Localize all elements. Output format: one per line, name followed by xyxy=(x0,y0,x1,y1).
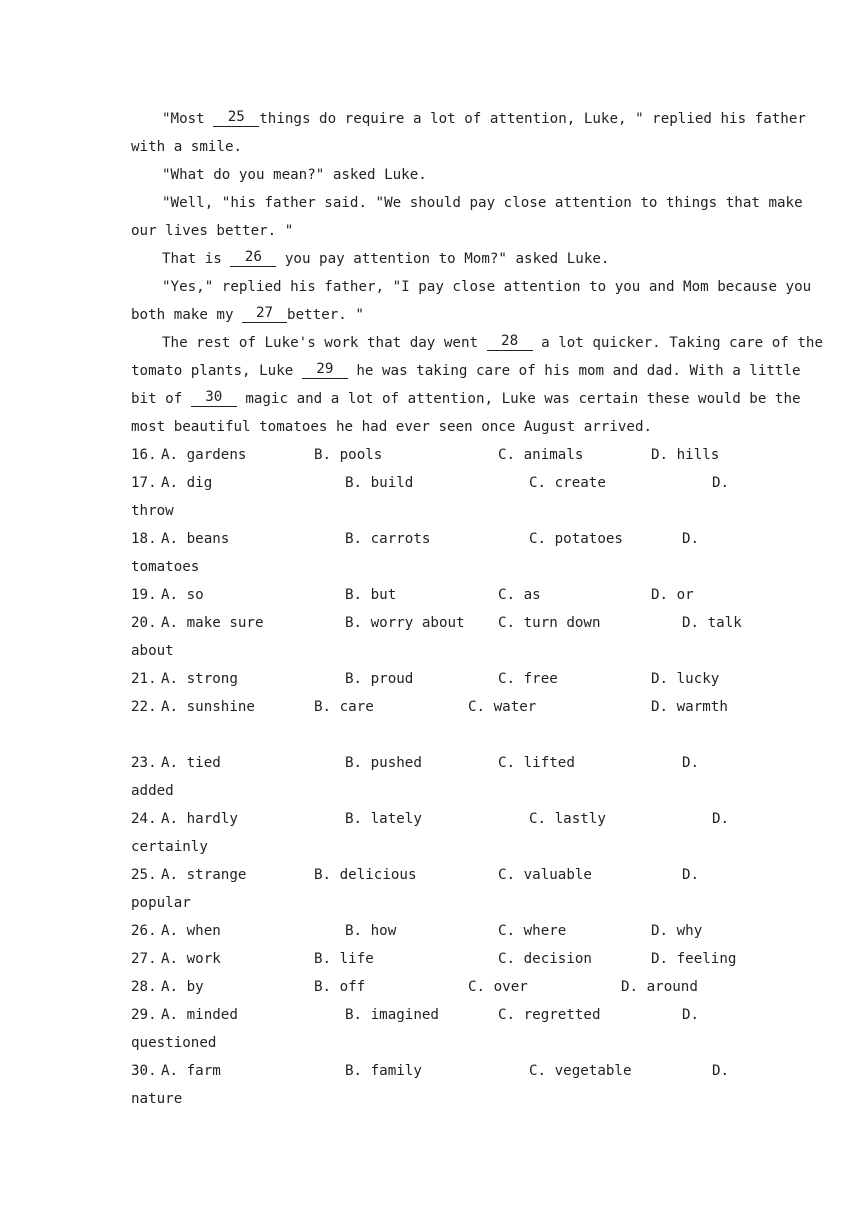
question-row xyxy=(131,1001,733,1029)
passage-text: magic and a lot of attention, Luke was certain these would be the xyxy=(245,391,801,407)
question-row xyxy=(131,665,733,693)
option-b: B. off xyxy=(314,979,366,995)
blank-26: 26 xyxy=(230,249,276,267)
option-b: B. lately xyxy=(345,811,422,827)
option-a: A. farm xyxy=(161,1063,221,1079)
option-d: D. xyxy=(682,1007,700,1023)
option-c: C. where xyxy=(498,923,567,939)
passage-line xyxy=(131,189,803,217)
option-c: C. over xyxy=(468,979,528,995)
question-number: 21. xyxy=(131,671,157,687)
question-row xyxy=(131,525,733,553)
option-d: D. xyxy=(682,867,700,883)
passage-text: you pay attention to Mom?" asked Luke. xyxy=(284,251,610,267)
blank-27: 27 xyxy=(242,305,287,323)
option-d: D. around xyxy=(621,979,698,995)
question-number: 25. xyxy=(131,867,157,883)
option-d-wrap: popular xyxy=(131,895,191,911)
blank-line xyxy=(131,721,733,749)
question-number: 27. xyxy=(131,951,157,967)
option-c: C. potatoes xyxy=(529,531,623,547)
question-number: 20. xyxy=(131,615,157,631)
option-b: B. worry about xyxy=(345,615,465,631)
passage-text: "Yes," replied his father, "I pay close attention to you and Mom because you xyxy=(162,279,812,295)
option-b: B. how xyxy=(345,923,397,939)
question-number: 16. xyxy=(131,447,157,463)
passage-line xyxy=(131,329,824,357)
option-d-wrap: throw xyxy=(131,503,174,519)
option-d: D. xyxy=(712,1063,730,1079)
question-number: 17. xyxy=(131,475,157,491)
option-c: C. free xyxy=(498,671,558,687)
option-b: B. delicious xyxy=(314,867,417,883)
question-number: 23. xyxy=(131,755,157,771)
passage-text: he was taking care of his mom and dad. With a little xyxy=(356,363,801,379)
document-page xyxy=(131,105,824,1113)
option-c: C. lifted xyxy=(498,755,575,771)
option-a: A. make sure xyxy=(161,615,264,631)
passage-text: better. " xyxy=(287,307,364,323)
option-a: A. gardens xyxy=(161,447,247,463)
question-number: 19. xyxy=(131,587,157,603)
option-b: B. imagined xyxy=(345,1007,439,1023)
question-row xyxy=(131,1057,733,1085)
option-c: C. water xyxy=(468,699,537,715)
question-number: 26. xyxy=(131,923,157,939)
question-number: 29. xyxy=(131,1007,157,1023)
question-row xyxy=(131,973,733,1001)
question-number: 28. xyxy=(131,979,157,995)
question-row xyxy=(131,581,733,609)
passage-line xyxy=(131,273,812,301)
option-b: B. proud xyxy=(345,671,414,687)
option-a: A. hardly xyxy=(161,811,238,827)
blank-30: 30 xyxy=(191,389,237,407)
option-d: D. feeling xyxy=(651,951,737,967)
passage-line xyxy=(131,413,733,441)
question-row xyxy=(131,861,733,889)
option-d: D. xyxy=(682,531,700,547)
option-d-wrap: added xyxy=(131,783,174,799)
passage-text: That is xyxy=(162,251,222,267)
option-b: B. life xyxy=(314,951,374,967)
passage-line xyxy=(131,217,733,245)
option-a: A. strange xyxy=(161,867,247,883)
option-c: C. animals xyxy=(498,447,584,463)
question-row xyxy=(131,805,733,833)
option-c: C. create xyxy=(529,475,606,491)
option-b: B. family xyxy=(345,1063,422,1079)
passage-text: a lot quicker. Taking care of the xyxy=(541,335,824,351)
passage-line xyxy=(131,385,801,413)
option-d-wrap: nature xyxy=(131,1091,183,1107)
option-c: C. as xyxy=(498,587,541,603)
passage-text: bit of xyxy=(131,391,183,407)
option-d: D. why xyxy=(651,923,703,939)
option-a: A. by xyxy=(161,979,204,995)
option-c: C. turn down xyxy=(498,615,601,631)
question-number: 18. xyxy=(131,531,157,547)
question-number: 22. xyxy=(131,699,157,715)
option-d: D. hills xyxy=(651,447,720,463)
option-d-wrap: tomatoes xyxy=(131,559,200,575)
blank-28: 28 xyxy=(487,333,533,351)
option-d-wrap: about xyxy=(131,643,174,659)
question-number: 30. xyxy=(131,1063,157,1079)
option-d: D. lucky xyxy=(651,671,720,687)
question-row xyxy=(131,469,733,497)
passage-line xyxy=(131,133,733,161)
option-d: D. xyxy=(712,811,730,827)
blank-29: 29 xyxy=(302,361,348,379)
option-c: C. decision xyxy=(498,951,592,967)
option-b: B. pools xyxy=(314,447,383,463)
passage-text: things do require a lot of attention, Luke, " replied his father xyxy=(259,111,806,127)
passage-line xyxy=(131,301,733,329)
blank-25: 25 xyxy=(213,109,259,127)
passage-text: our lives better. " xyxy=(131,223,294,239)
option-a: A. work xyxy=(161,951,221,967)
option-c: C. vegetable xyxy=(529,1063,632,1079)
option-b: B. care xyxy=(314,699,374,715)
passage-text: The rest of Luke's work that day went xyxy=(162,335,479,351)
option-a: A. so xyxy=(161,587,204,603)
question-row xyxy=(131,945,737,973)
question-number: 24. xyxy=(131,811,157,827)
option-b: B. but xyxy=(345,587,397,603)
passage-text: with a smile. xyxy=(131,139,243,155)
question-row xyxy=(131,693,733,721)
passage-line xyxy=(131,357,801,385)
option-d: D. warmth xyxy=(651,699,728,715)
option-c: C. valuable xyxy=(498,867,592,883)
option-b: B. pushed xyxy=(345,755,422,771)
option-d-wrap: questioned xyxy=(131,1035,217,1051)
option-c: C. lastly xyxy=(529,811,606,827)
question-row xyxy=(131,441,733,469)
option-c: C. regretted xyxy=(498,1007,601,1023)
passage-text: "Most xyxy=(162,111,205,127)
option-a: A. tied xyxy=(161,755,221,771)
option-d-wrap: certainly xyxy=(131,839,208,855)
option-b: B. carrots xyxy=(345,531,431,547)
option-a: A. sunshine xyxy=(161,699,255,715)
option-a: A. when xyxy=(161,923,221,939)
option-a: A. minded xyxy=(161,1007,238,1023)
option-b: B. build xyxy=(345,475,414,491)
passage-text: tomato plants, Luke xyxy=(131,363,294,379)
passage-text: "Well, "his father said. "We should pay close attention to things that make xyxy=(162,195,803,211)
passage-line xyxy=(131,105,806,133)
option-a: A. beans xyxy=(161,531,230,547)
option-a: A. strong xyxy=(161,671,238,687)
question-list xyxy=(131,441,742,1113)
question-row xyxy=(131,609,742,637)
passage-line xyxy=(131,245,733,273)
passage-text: both make my xyxy=(131,307,234,323)
question-row xyxy=(131,749,733,777)
passage-text: "What do you mean?" asked Luke. xyxy=(162,167,427,183)
option-a: A. dig xyxy=(161,475,213,491)
option-d: D. xyxy=(682,755,700,771)
option-d: D. or xyxy=(651,587,694,603)
question-row xyxy=(131,917,733,945)
option-d: D. xyxy=(712,475,730,491)
passage-line xyxy=(131,161,733,189)
option-d: D. talk xyxy=(682,615,742,631)
passage-text: most beautiful tomatoes he had ever seen once August arrived. xyxy=(131,419,653,435)
